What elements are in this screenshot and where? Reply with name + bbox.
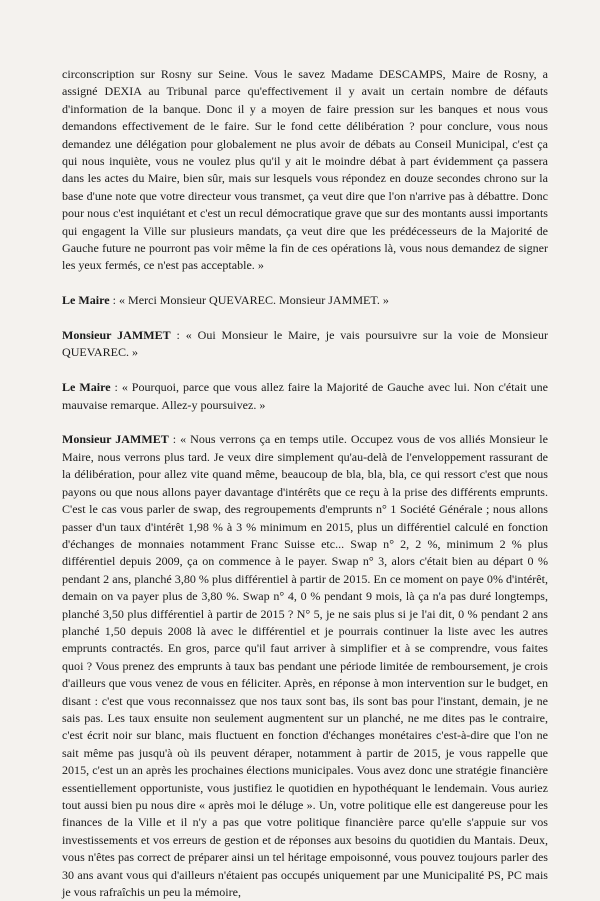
speaker-name: Le Maire	[62, 293, 110, 308]
paragraph-text: : « Merci Monsieur QUEVAREC. Monsieur JAMMET. »	[109, 293, 389, 308]
speaker-name: Monsieur JAMMET	[62, 328, 171, 343]
paragraph-continuation	[62, 66, 548, 275]
paragraph-text: : « Oui Monsieur le Maire, je vais poursuivre sur la voie de Monsieur QUEVAREC. »	[62, 328, 549, 360]
speaker-name: Le Maire	[62, 380, 111, 395]
paragraph-maire-2	[62, 379, 548, 414]
paragraph-jammet-2	[62, 431, 548, 901]
paragraph-maire-1	[62, 292, 548, 309]
paragraph-text: circonscription sur Rosny sur Seine. Vous le savez Madame DESCAMPS, Maire de Rosny, a assigné DEXIA au Tribunal parce qu'effectivement il y avait un certain nombre de défauts d'information de la banque. Donc il y a moyen de faire pression sur les banques et nous vous demandons effectivement de le faire. Sur le fond cette délibération ? pour conclure, vous nous demandez une délégation pour globalement ne plus avoir de débats au Conseil Municipal, c'est ça qui nous inquiète, vous ne voulez plus qu'il y ait le moindre débat à part évidemment ça passera dans les actes du Maire, bien sûr, mais sur lesquels vous répondez en douze secondes chrono sur la base d'une note que votre directeur vous transmet, ça veut dire que l'on n'arrive pas à débattre. Donc pour nous c'est inquiétant et c'est un recul démocratique grave que sur des montants aussi importants qui engagent la Ville sur plusieurs mandats, ça veut dire que les prédécesseurs de la Majorité de Gauche future ne pourront pas voir même la fin de ces opérations là, vous nous demandez de signer les yeux fermés, ce n'est pas acceptable. »	[62, 67, 548, 273]
paragraph-text: : « Nous verrons ça en temps utile. Occupez vous de vos alliés Monsieur le Maire, nous verrons plus tard. Je veux dire simplement qu'au-delà de l'enveloppement rassurant de la délibération, pour allez vite quand même, beaucoup de bla, bla, bla, ce qui ressort c'est que nous payons ou que nous allons payer davantage d'intérêts que ce reçu à la prise des différents emprunts. C'est le cas vous parler de swap, des regroupements d'emprunts n° 1 Société Générale ; nous allons passer d'un taux d'intérêt 1,98 % à 3 % minimum en 2015, plus un différentiel calculé en fonction d'échanges de monnaies notamment Franc Suisse etc... Swap n° 2, 2 %, minimum 2 % plus différentiel depuis 2009, ça on commence à le payer. Swap n° 3, alors c'était bien au départ 0 % pendant 2 ans, planché 3,80 % plus différentiel à partir de 2015. En ce moment on paye 0% d'intérêt, demain on va payer plus de 3,80 %. Swap n° 4, 0 % pendant 9 mois, là ça n'a pas duré longtemps, planché 3,50 plus différentiel à partir de 2015 ? N° 5, je ne sais plus si je l'ai dit, 0 % pendant 2 ans planché 1,50 depuis 2008 là avec le différentiel et je pourrais continuer la liste avec les autres emprunts contractés. En gros, parce qu'il faut arriver à simplifier et à se comprendre, vous faites quoi ? Vous prenez des emprunts à taux bas pendant une période limitée de remboursement, je crois d'ailleurs que vous venez de vous en féliciter. Après, en réponse à mon intervention sur le budget, en disant : c'est que vous reconnaissez que nos taux sont bas, ils sont bas pour l'instant, demain, je ne sais pas. Les taux ensuite non seulement augmentent sur un planché, ne me dites pas le contraire, c'est écrit noir sur blanc, mais fluctuent en fonction d'échanges monétaires c'est-à-dire que l'on ne sait même pas jusqu'à où ils peuvent déraper, notamment à partir de 2015, je vous rappelle que 2015, c'est un an après les prochaines élections municipales. Vous avez donc une stratégie financière essentiellement opportuniste, vous justifiez le quotidien en hypothéquant le lendemain. Vous auriez tout aussi bien pu nous dire « après moi le déluge ». Un, votre politique elle est dangereuse pour les finances de la Ville et il n'y a pas que votre politique financière parce qu'elle s'appuie sur vos investissements et vos erreurs de gestion et de réponses aux besoins du quotidien du Mantais. Deux, vous n'êtes pas correct de préparer ainsi un tel héritage empoisonné, vous pouvez toujours parler des 30 ans avant vous qui d'ailleurs n'étaient pas occupés uniquement par une Municipalité PS, PC mais je vous rafraîchis un peu la mémoire,	[62, 432, 548, 900]
paragraph-text: : « Pourquoi, parce que vous allez faire la Majorité de Gauche avec lui. Non c'était une mauvaise remarque. Allez-y poursuivez. »	[62, 380, 548, 412]
paragraph-jammet-1	[62, 327, 548, 362]
speaker-name: Monsieur JAMMET	[62, 432, 169, 447]
